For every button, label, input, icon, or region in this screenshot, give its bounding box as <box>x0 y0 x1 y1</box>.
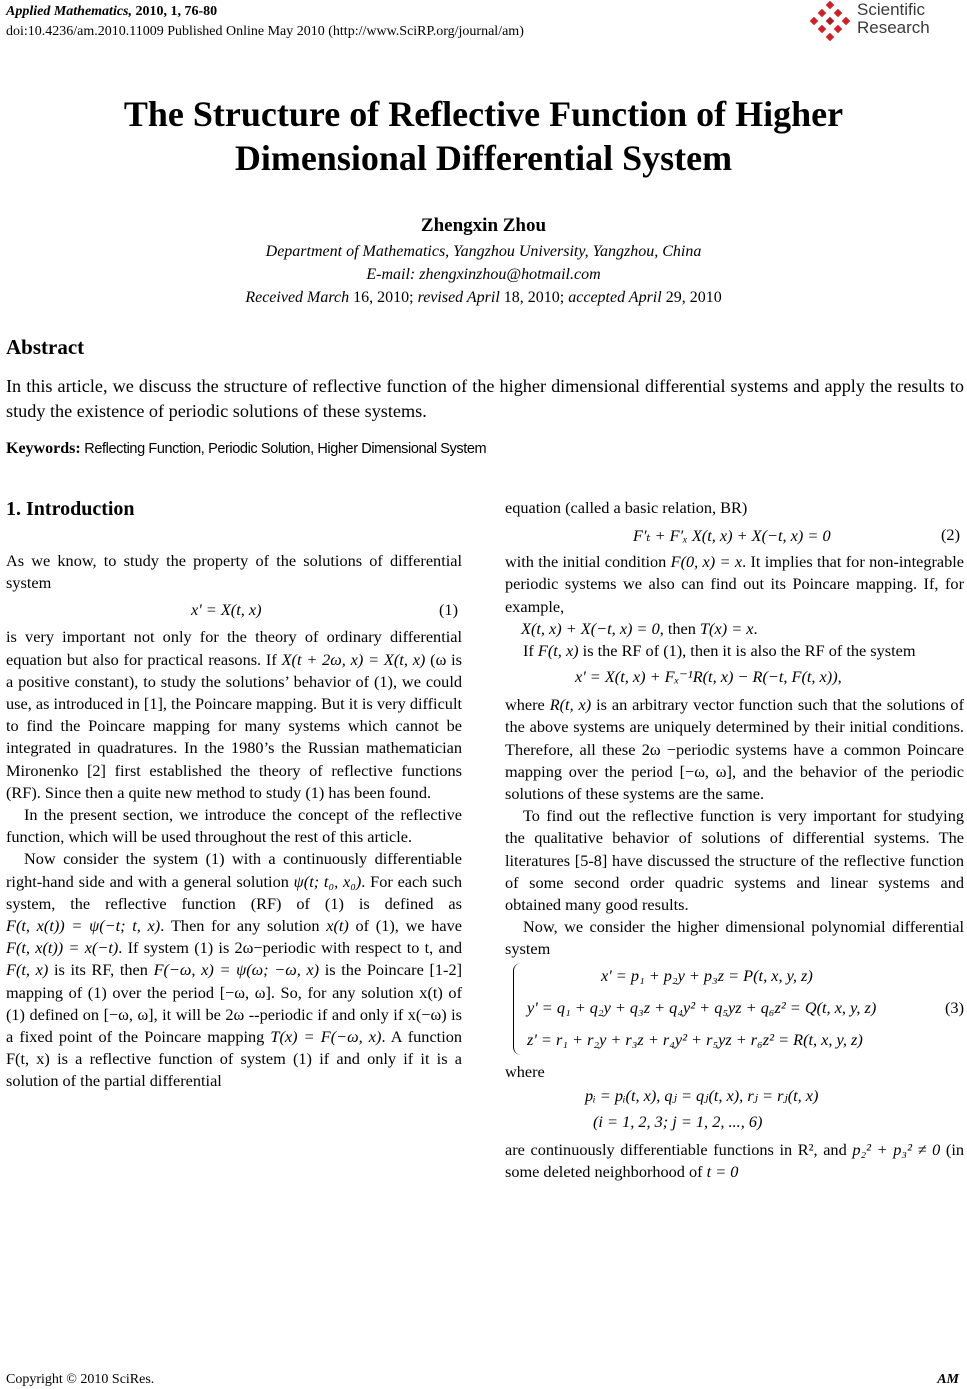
doi-line[interactable]: doi:10.4236/am.2010.11009 Published Online May 2010 (http://www.SciRP.org/journal/am) <box>6 24 524 39</box>
equation-indices: (i = 1, 2, 3; j = 1, 2, ..., 6) <box>593 1111 763 1131</box>
right-column <box>505 497 964 1183</box>
paragraph: To find out the reflective function is very important for studying the qualitative behavior of solutions of differential systems. The literatures [5-8] have discussed the structure of the reflective function of some second order quadric systems and linear systems and obtained many good results. <box>505 806 964 915</box>
abstract-heading: Abstract <box>6 335 85 359</box>
paragraph: As we know, to study the property of the solutions of differential system <box>6 551 462 593</box>
paragraph: If F(t, x) is the RF of (1), then it is also the RF of the system <box>523 641 916 661</box>
journal-issue: 2010, 1, 76-80 <box>132 4 218 19</box>
author-name: Zhengxin Zhou <box>420 215 547 236</box>
abstract-text: In this article, we discuss the structure of reflective function of the higher dimensional differential systems and apply the results to study the existence of periodic solutions of these systems. <box>6 376 964 421</box>
equation-number: (3) <box>945 997 964 1017</box>
paper-title <box>0 92 967 180</box>
equation-row-z: z' = r₁ + r₂y + r₃z + r₄y² + r₅yz + r₆z² = R(t, x, y, z) <box>527 1029 863 1049</box>
logo-text-scientific: Scientific <box>857 0 926 19</box>
left-column <box>6 550 462 1093</box>
journal-name: Applied Mathematics, <box>6 4 132 19</box>
equation-3-system <box>505 961 964 1061</box>
paragraph: are continuously differentiable functions in R², and p₂² + p₃² ≠ 0 (in some deleted neighborhood of t = 0 <box>505 1139 965 1182</box>
dates-line: Received March 16, 2010; revised April 18, 2010; accepted April 29, 2010 <box>245 289 722 306</box>
title-line-1: The Structure of Reflective Function of Higher <box>123 94 844 134</box>
journal-citation <box>6 2 524 22</box>
equation-row-y: y' = q₁ + q₂y + q₃z + q₄y² + q₅yz + q₆z² = Q(t, x, y, z) <box>527 997 877 1017</box>
paragraph: with the initial condition F(0, x) = x. It implies that for non-integrable periodic systems we also can find out its Poincare mapping. If, for example, <box>505 552 965 616</box>
publisher-logo <box>811 0 961 40</box>
paragraph: equation (called a basic relation, BR) <box>505 498 748 517</box>
paragraph: X(t, x) + X(−t, x) = 0, then T(x) = x. <box>521 618 758 638</box>
equation-1: x' = X(t, x) (1) <box>191 600 458 620</box>
logo-text-research: Research <box>857 18 930 37</box>
equation-coefficients: pᵢ = pᵢ(t, x), qⱼ = qⱼ(t, x), rⱼ = rⱼ(t, x) <box>585 1085 819 1105</box>
affiliation: Department of Mathematics, Yangzhou University, Yangzhou, China <box>265 243 702 260</box>
equation-2: F′ₜ + F′ₓ X(t, x) + X(−t, x) = 0 (2) <box>633 525 960 546</box>
paragraph: Now, we consider the higher dimensional polynomial differential system <box>505 917 964 959</box>
paragraph: where R(t, x) is an arbitrary vector function such that the solutions of the above systems are uniquely determined by their initial conditions. Therefore, all these 2ω −periodic systems have a common Poincare mapping over the period [−ω, ω], and the behavior of the periodic solutions of these systems are the same. <box>505 695 964 804</box>
paragraph: where <box>505 1061 545 1081</box>
running-header <box>6 2 524 42</box>
footer-copyright: Copyright © 2010 SciRes. <box>6 1372 155 1387</box>
keywords-label: Keywords: <box>6 440 81 457</box>
paragraph: is very important not only for the theory of ordinary differential equation but also for practical reasons. If X(t + 2ω, x) = X(t, x) (ω is a positive constant), to study the solutions’ behavior of (1), we could use, as introduced in [1], the Poincare mapping. But it is very difficult to find the Poincare mapping for many systems which cannot be integrated in quadratures. In the 1980’s the Russian mathematician Mironenko [2] first established the theory of reflective functions (RF). Since then a quite new method to study (1) has been found. <box>6 627 462 802</box>
title-line-2: Dimensional Differential System <box>234 138 733 178</box>
keywords-list: Reflecting Function, Periodic Solution, Higher Dimensional System <box>80 441 487 457</box>
footer-journal-abbr: AM <box>937 1372 959 1387</box>
email-line: E-mail: zhengxinzhou@hotmail.com <box>366 266 601 283</box>
paragraph: In the present section, we introduce the concept of the reflective function, which will be used throughout the rest of this article. <box>6 805 462 847</box>
equation-row-x: x' = p₁ + p₂y + p₃z = P(t, x, y, z) <box>601 965 813 985</box>
logo-diamond-icon <box>811 2 853 38</box>
keywords <box>6 440 486 458</box>
paragraph: Now consider the system (1) with a continuously differentiable right-hand side and with a general solution ψ(t; t₀, x₀). For each such system, the reflective function (RF) of (1) is defined as F(t, x(t)) = ψ(−t; t, x). Then for any solution x(t) of (1), we have F(t, x(t)) = x(−t). If system (1) is 2ω−periodic with respect to t, and F(t, x) is its RF, then F(−ω, x) = ψ(ω; −ω, x) is the Poincare [1-2] mapping of (1) over the period [−ω, ω]. So, for any solution x(t) of (1) defined on [−ω, ω], it will be 2ω --periodic if and only if x(−ω) is a fixed point of the Poincare mapping T(x) = F(−ω, x). A function F(t, x) is a reflective function of system (1) if and only if it is a solution of the partial differential <box>6 849 463 1091</box>
left-brace <box>513 963 524 1055</box>
equation-system-rf: x' = X(t, x) + Fₓ⁻¹R(t, x) − R(−t, F(t, x)), <box>575 667 842 687</box>
section-heading: 1. Introduction <box>6 498 135 520</box>
